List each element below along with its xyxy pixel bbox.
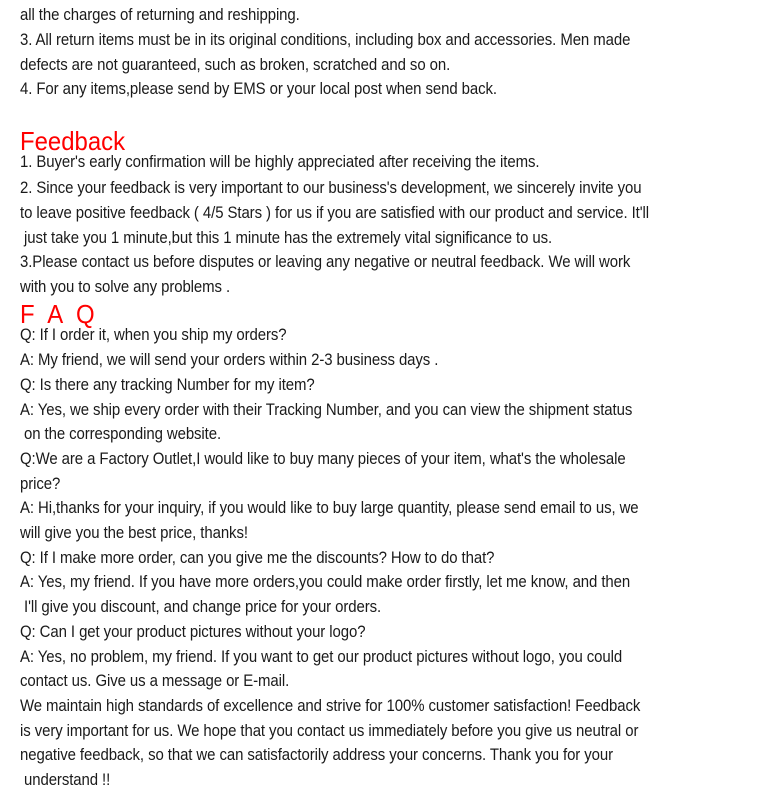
faq-answer: A: My friend, we will send your orders within 2-3 business days . <box>20 350 439 369</box>
faq-question: Q: If I make more order, can you give me the discounts? How to do that? <box>20 548 495 567</box>
returns-line: defects are not guaranteed, such as broken, scratched and so on. <box>20 55 451 74</box>
returns-line: all the charges of returning and reshipping. <box>20 5 300 24</box>
faq-answer: A: Yes, no problem, my friend. If you want to get our product pictures without logo, you could <box>20 647 623 666</box>
returns-line: 3. All return items must be in its original conditions, including box and accessories. Men made <box>20 30 631 49</box>
feedback-line: 2. Since your feedback is very important to our business's development, we sincerely invite you <box>20 178 642 197</box>
faq-question: Q: If I order it, when you ship my orders? <box>20 325 287 344</box>
feedback-line: 1. Buyer's early confirmation will be highly appreciated after receiving the items. <box>20 152 540 171</box>
faq-question: Q:We are a Factory Outlet,I would like to buy many pieces of your item, what's the wholesale <box>20 449 626 468</box>
faq-answer: I'll give you discount, and change price for your orders. <box>24 597 382 616</box>
closing-line: understand !! <box>24 770 111 789</box>
closing-line: We maintain high standards of excellence and strive for 100% customer satisfaction! Feedback <box>20 696 641 715</box>
faq-answer: A: Yes, my friend. If you have more orders,you could make order firstly, let me know, and then <box>20 572 631 591</box>
closing-line: negative feedback, so that we can satisfactorily address your concerns. Thank you for your <box>20 745 614 764</box>
faq-answer: A: Yes, we ship every order with their Tracking Number, and you can view the shipment status <box>20 400 633 419</box>
faq-answer: contact us. Give us a message or E-mail. <box>20 671 290 690</box>
feedback-line: 3.Please contact us before disputes or leaving any negative or neutral feedback. We will work <box>20 252 631 271</box>
faq-answer: on the corresponding website. <box>24 424 222 443</box>
feedback-heading: Feedback <box>20 126 126 156</box>
faq-answer: A: Hi,thanks for your inquiry, if you would like to buy large quantity, please send email to us, we <box>20 498 639 517</box>
closing-line: is very important for us. We hope that you contact us immediately before you give us neutral or <box>20 721 639 740</box>
faq-question: price? <box>20 474 61 493</box>
feedback-line: to leave positive feedback ( 4/5 Stars ) for us if you are satisfied with our product and service. It'll <box>20 203 649 222</box>
faq-question: Q: Is there any tracking Number for my item? <box>20 375 315 394</box>
feedback-line: just take you 1 minute,but this 1 minute has the extremely vital significance to us. <box>24 228 553 247</box>
faq-heading: F A Q <box>20 299 99 329</box>
faq-question: Q: Can I get your product pictures without your logo? <box>20 622 366 641</box>
feedback-line: with you to solve any problems . <box>20 277 231 296</box>
faq-answer: will give you the best price, thanks! <box>20 523 248 542</box>
returns-line: 4. For any items,please send by EMS or your local post when send back. <box>20 79 497 98</box>
